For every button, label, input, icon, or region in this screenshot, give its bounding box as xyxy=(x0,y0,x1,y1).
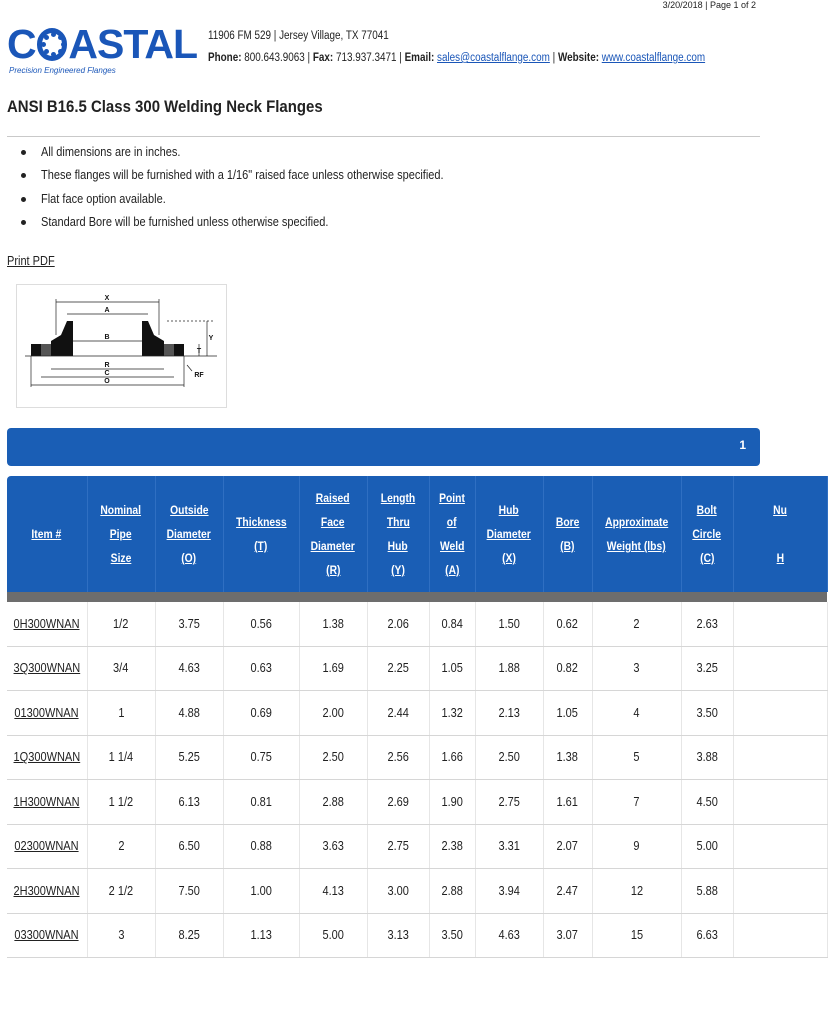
dim-label-t: T xyxy=(196,348,202,355)
table-row xyxy=(7,691,827,736)
cell-value: 3.13 xyxy=(387,928,409,943)
cell-value: 3.07 xyxy=(556,928,579,943)
table-cell xyxy=(681,824,733,869)
table-cell xyxy=(475,869,543,914)
column-header-label: Weld xyxy=(439,539,465,553)
table-cell xyxy=(592,824,681,869)
logo-tagline: Precision Engineered Flanges xyxy=(9,66,116,75)
table-cell xyxy=(367,780,429,825)
table-cell xyxy=(155,691,223,736)
table-cell xyxy=(367,824,429,869)
cell-value: 3/4 xyxy=(113,661,129,676)
table-cell xyxy=(87,913,155,958)
cell-value: 3 xyxy=(117,928,125,943)
fax-number: 713.937.3471 xyxy=(335,52,397,64)
table-cell xyxy=(429,913,475,958)
table-row xyxy=(7,913,827,958)
table-cell xyxy=(87,735,155,780)
table-cell xyxy=(299,602,367,646)
cell-value: 1.66 xyxy=(441,750,463,765)
column-header-label: Item # xyxy=(31,527,62,541)
dim-label-o: O xyxy=(104,378,110,385)
column-header-label: (A) xyxy=(444,563,460,577)
cell-value: 1.61 xyxy=(556,794,579,809)
logo-letter-c: C xyxy=(7,21,36,67)
column-header-label: Diameter xyxy=(310,539,356,553)
column-header[interactable] xyxy=(733,476,827,592)
contact-line xyxy=(208,47,705,69)
table-cell xyxy=(592,913,681,958)
column-header-label: (X) xyxy=(502,551,516,565)
column-header-label: Thickness xyxy=(235,515,287,529)
column-header-label: Face xyxy=(321,515,345,529)
website-link[interactable]: www.coastalflange.com xyxy=(601,52,706,64)
table-cell xyxy=(367,735,429,780)
item-link[interactable]: 03300WNAN xyxy=(14,928,79,943)
cell-value: 7 xyxy=(633,794,640,809)
table-cell xyxy=(543,869,592,914)
cell-value: 2.44 xyxy=(387,705,409,720)
table-cell xyxy=(155,646,223,691)
cell-value: 1.90 xyxy=(441,794,463,809)
table-cell xyxy=(475,735,543,780)
cell-value: 1.38 xyxy=(322,616,344,631)
fax-label: Fax: xyxy=(312,52,334,64)
table-cell xyxy=(429,646,475,691)
dim-label-a: A xyxy=(104,307,110,314)
table-cell xyxy=(681,646,733,691)
table-cell xyxy=(475,913,543,958)
cell-value: 2.07 xyxy=(556,839,579,854)
table-cell xyxy=(475,646,543,691)
cell-value: 2.75 xyxy=(387,839,409,854)
cell-value: 1.32 xyxy=(441,705,463,720)
item-number-cell xyxy=(7,602,87,646)
table-cell xyxy=(299,869,367,914)
table-cell xyxy=(155,602,223,646)
cell-value: 2.69 xyxy=(387,794,409,809)
cell-value: 1.69 xyxy=(322,661,344,676)
logo-letters-astal: ASTAL xyxy=(68,21,197,67)
cell-value: 2.06 xyxy=(387,616,409,631)
table-cell xyxy=(592,780,681,825)
bullet-icon xyxy=(21,220,26,225)
table-cell xyxy=(475,602,543,646)
dimensions-table-container[interactable] xyxy=(7,476,787,966)
cell-value: 2.56 xyxy=(387,750,409,765)
column-header-label: Raised xyxy=(316,491,350,505)
cell-value: 3.63 xyxy=(322,839,344,854)
column-header[interactable] xyxy=(155,476,223,592)
separator: | xyxy=(307,52,311,64)
column-header-label: (Y) xyxy=(391,563,405,577)
table-cell xyxy=(543,735,592,780)
item-number-cell xyxy=(7,646,87,691)
table-row xyxy=(7,824,827,869)
table-cell xyxy=(543,691,592,736)
table-cell xyxy=(367,691,429,736)
cell-value: 5.88 xyxy=(696,883,718,898)
table-cell xyxy=(299,824,367,869)
table-cell xyxy=(87,646,155,691)
cell-value: 0.63 xyxy=(250,661,272,676)
pagination-bar xyxy=(7,428,760,466)
note-item: Flat face option available. xyxy=(7,189,498,212)
cell-value: 5.25 xyxy=(178,750,200,765)
table-cell xyxy=(681,602,733,646)
table-cell xyxy=(429,691,475,736)
item-link[interactable]: 2H300WNAN xyxy=(13,883,80,898)
cell-value: 2.13 xyxy=(498,705,520,720)
column-header-label: Diameter xyxy=(166,527,212,541)
flange-cross-section-icon xyxy=(17,285,226,407)
table-cell xyxy=(87,691,155,736)
table-cell xyxy=(475,824,543,869)
column-header-label: (R) xyxy=(325,563,341,577)
table-cell xyxy=(733,602,827,646)
item-link[interactable]: 02300WNAN xyxy=(14,839,79,854)
cell-value: 0.82 xyxy=(556,661,579,676)
flange-diagram xyxy=(16,284,227,408)
dim-label-y: Y xyxy=(208,335,214,342)
table-cell xyxy=(429,824,475,869)
table-cell xyxy=(733,869,827,914)
table-cell xyxy=(223,602,299,646)
column-header[interactable] xyxy=(475,476,543,592)
table-cell xyxy=(733,691,827,736)
email-label: Email: xyxy=(404,52,435,64)
table-cell xyxy=(733,646,827,691)
column-header[interactable] xyxy=(87,476,155,592)
cell-value: 4.88 xyxy=(178,705,200,720)
table-cell xyxy=(592,691,681,736)
cell-value: 3.50 xyxy=(441,928,463,943)
cell-value: 0.69 xyxy=(250,705,272,720)
cell-value: 6.13 xyxy=(178,794,200,809)
cell-value: 5.00 xyxy=(696,839,718,854)
table-cell xyxy=(223,735,299,780)
cell-value: 3.75 xyxy=(178,616,200,631)
bullet-icon xyxy=(21,197,26,202)
cell-value: 1.50 xyxy=(498,616,520,631)
notes-list xyxy=(7,142,498,235)
table-cell xyxy=(223,824,299,869)
divider xyxy=(7,136,760,137)
column-header-label: Outside xyxy=(169,503,209,517)
website-label: Website: xyxy=(557,52,599,64)
dimensions-table xyxy=(7,476,828,958)
cell-value: 3.94 xyxy=(498,883,520,898)
table-cell xyxy=(733,780,827,825)
cell-value: 0.62 xyxy=(556,616,579,631)
phone-number: 800.643.9063 xyxy=(244,52,305,64)
item-number-cell xyxy=(7,913,87,958)
table-cell xyxy=(592,602,681,646)
column-header-label: Pipe xyxy=(110,527,132,541)
item-number-cell xyxy=(7,869,87,914)
cell-value: 15 xyxy=(630,928,643,943)
dim-label-r: R xyxy=(104,362,110,369)
page-number-button[interactable]: 1 xyxy=(739,438,746,452)
table-cell xyxy=(155,780,223,825)
column-header-label: Point xyxy=(439,491,465,505)
table-cell xyxy=(87,824,155,869)
column-header-label: Approximate xyxy=(604,515,669,529)
note-item: These flanges will be furnished with a 1/16" raised face unless otherwise specified. xyxy=(7,165,498,188)
separator: | xyxy=(399,52,402,64)
column-header-label: of xyxy=(447,515,457,529)
column-header-label: Nu xyxy=(773,503,787,517)
cell-value: 2.47 xyxy=(556,883,579,898)
email-link[interactable]: sales@coastalflange.com xyxy=(437,52,550,64)
column-header-label: Hub xyxy=(387,539,409,553)
column-header-label: Circle xyxy=(692,527,722,541)
table-cell xyxy=(429,869,475,914)
cell-value: 2 xyxy=(117,839,125,854)
table-row xyxy=(7,646,827,691)
column-header-label: H xyxy=(776,551,784,565)
table-cell xyxy=(543,602,592,646)
table-cell xyxy=(223,646,299,691)
item-number-cell xyxy=(7,824,87,869)
cell-value: 4.63 xyxy=(178,661,200,676)
cell-value: 1.13 xyxy=(250,928,272,943)
cell-value: 2.00 xyxy=(322,705,344,720)
table-cell xyxy=(367,646,429,691)
table-cell xyxy=(299,646,367,691)
contact-block xyxy=(208,25,705,69)
cell-value: 0.75 xyxy=(250,750,272,765)
cell-value: 0.56 xyxy=(250,616,272,631)
column-header[interactable] xyxy=(223,476,299,592)
column-header-label: (C) xyxy=(699,551,715,565)
cell-value: 0.84 xyxy=(441,616,463,631)
cell-value: 2 xyxy=(633,616,640,631)
table-cell xyxy=(543,780,592,825)
table-cell xyxy=(475,780,543,825)
bullet-icon xyxy=(21,173,26,178)
table-cell xyxy=(223,869,299,914)
table-cell xyxy=(155,913,223,958)
column-header-label: (T) xyxy=(254,539,268,553)
table-cell xyxy=(681,869,733,914)
cell-value: 5 xyxy=(633,750,640,765)
cell-value: 4.13 xyxy=(322,883,344,898)
table-row xyxy=(7,869,827,914)
column-header[interactable] xyxy=(429,476,475,592)
cell-value: 0.81 xyxy=(250,794,272,809)
cell-value: 1.05 xyxy=(556,705,579,720)
print-header: 3/20/2018 | Page 1 of 2 xyxy=(662,0,756,10)
table-cell xyxy=(299,780,367,825)
phone-label: Phone: xyxy=(208,52,242,64)
column-header[interactable] xyxy=(543,476,592,592)
column-header-label: Nominal xyxy=(100,503,142,517)
cell-value: 1 1/2 xyxy=(108,794,134,809)
item-link[interactable]: 3Q300WNAN xyxy=(13,661,81,676)
column-header[interactable] xyxy=(299,476,367,592)
table-cell xyxy=(681,735,733,780)
note-item: All dimensions are in inches. xyxy=(7,142,498,165)
cell-value: 3.00 xyxy=(387,883,409,898)
table-cell xyxy=(592,869,681,914)
header-separator xyxy=(7,592,827,602)
cell-value: 6.50 xyxy=(178,839,200,854)
logo-wordmark xyxy=(7,21,197,67)
cell-value: 2 1/2 xyxy=(108,883,134,898)
table-cell xyxy=(299,691,367,736)
cell-value: 0.88 xyxy=(250,839,272,854)
table-row xyxy=(7,602,827,646)
flange-o-icon xyxy=(37,28,68,61)
item-number-cell xyxy=(7,691,87,736)
cell-value: 3.88 xyxy=(696,750,718,765)
column-header-label: (O) xyxy=(181,551,197,565)
item-number-cell xyxy=(7,780,87,825)
note-item: Standard Bore will be furnished unless otherwise specified. xyxy=(7,212,498,235)
table-cell xyxy=(223,691,299,736)
table-cell xyxy=(299,735,367,780)
bullet-icon xyxy=(21,150,26,155)
table-cell xyxy=(429,735,475,780)
table-cell xyxy=(223,913,299,958)
column-header-label: Length xyxy=(380,491,416,505)
dim-label-rf: RF xyxy=(194,372,204,379)
table-cell xyxy=(733,824,827,869)
table-cell xyxy=(87,602,155,646)
cell-value: 2.88 xyxy=(441,883,463,898)
item-link[interactable]: 01300WNAN xyxy=(14,705,79,720)
cell-value: 2.50 xyxy=(498,750,520,765)
cell-value: 9 xyxy=(633,839,640,854)
table-row xyxy=(7,780,827,825)
column-header-label: (B) xyxy=(560,539,575,553)
cell-value: 1.38 xyxy=(556,750,579,765)
table-cell xyxy=(223,780,299,825)
dim-label-b: B xyxy=(104,334,110,341)
table-cell xyxy=(155,735,223,780)
cell-value: 7.50 xyxy=(178,883,200,898)
table-cell xyxy=(733,735,827,780)
cell-value: 2.38 xyxy=(441,839,463,854)
cell-value: 2.50 xyxy=(322,750,344,765)
table-cell xyxy=(155,869,223,914)
table-row xyxy=(7,735,827,780)
table-cell xyxy=(367,913,429,958)
cell-value: 4.63 xyxy=(498,928,520,943)
cell-value: 2.88 xyxy=(322,794,344,809)
cell-value: 3.50 xyxy=(696,705,718,720)
dim-label-c: C xyxy=(104,370,110,377)
cell-value: 1.05 xyxy=(441,661,463,676)
column-header-label: Bolt xyxy=(696,503,718,517)
table-cell xyxy=(592,646,681,691)
cell-value: 1/2 xyxy=(113,616,129,631)
table-cell xyxy=(543,824,592,869)
column-header-label: Thru xyxy=(386,515,410,529)
page-title: ANSI B16.5 Class 300 Welding Neck Flanges xyxy=(7,97,323,116)
table-cell xyxy=(681,691,733,736)
cell-value: 6.63 xyxy=(696,928,718,943)
table-cell xyxy=(367,602,429,646)
table-cell xyxy=(299,913,367,958)
column-header-label: Bore xyxy=(555,515,580,529)
table-cell xyxy=(681,913,733,958)
cell-value: 1.00 xyxy=(250,883,272,898)
table-cell xyxy=(475,691,543,736)
cell-value: 8.25 xyxy=(178,928,200,943)
cell-value: 4 xyxy=(633,705,640,720)
cell-value: 2.75 xyxy=(498,794,520,809)
column-header-label: Diameter xyxy=(486,527,532,541)
cell-value: 3.31 xyxy=(498,839,520,854)
cell-value: 1.88 xyxy=(498,661,520,676)
dim-label-x: X xyxy=(104,295,110,302)
column-header-label: Size xyxy=(110,551,132,565)
table-cell xyxy=(681,780,733,825)
table-header-row xyxy=(7,476,827,592)
table-cell xyxy=(543,913,592,958)
item-link[interactable]: 1H300WNAN xyxy=(13,794,80,809)
print-pdf-link[interactable]: Print PDF xyxy=(7,254,55,268)
table-cell xyxy=(429,602,475,646)
column-header-label: Hub xyxy=(498,503,520,517)
item-number-cell xyxy=(7,735,87,780)
separator: | xyxy=(552,52,556,64)
table-cell xyxy=(367,869,429,914)
cell-value: 2.63 xyxy=(696,616,718,631)
table-cell xyxy=(543,646,592,691)
table-cell xyxy=(429,780,475,825)
item-link[interactable]: 0H300WNAN xyxy=(13,616,80,631)
table-cell xyxy=(592,735,681,780)
column-header[interactable] xyxy=(592,476,681,592)
cell-value: 3.25 xyxy=(696,661,718,676)
item-link[interactable]: 1Q300WNAN xyxy=(13,750,81,765)
cell-value: 3 xyxy=(633,661,640,676)
cell-value: 5.00 xyxy=(322,928,344,943)
cell-value: 12 xyxy=(630,883,643,898)
table-cell xyxy=(155,824,223,869)
column-header-label: Weight (lbs) xyxy=(607,539,666,553)
cell-value: 4.50 xyxy=(696,794,718,809)
column-header[interactable] xyxy=(7,476,87,592)
cell-value: 1 xyxy=(117,705,125,720)
cell-value: 1 1/4 xyxy=(108,750,134,765)
table-cell xyxy=(87,780,155,825)
address: 11906 FM 529 | Jersey Village, TX 77041 xyxy=(208,30,389,42)
column-header[interactable] xyxy=(681,476,733,592)
table-cell xyxy=(87,869,155,914)
column-header[interactable] xyxy=(367,476,429,592)
coastal-logo[interactable] xyxy=(7,21,197,75)
table-cell xyxy=(733,913,827,958)
cell-value: 2.25 xyxy=(387,661,409,676)
